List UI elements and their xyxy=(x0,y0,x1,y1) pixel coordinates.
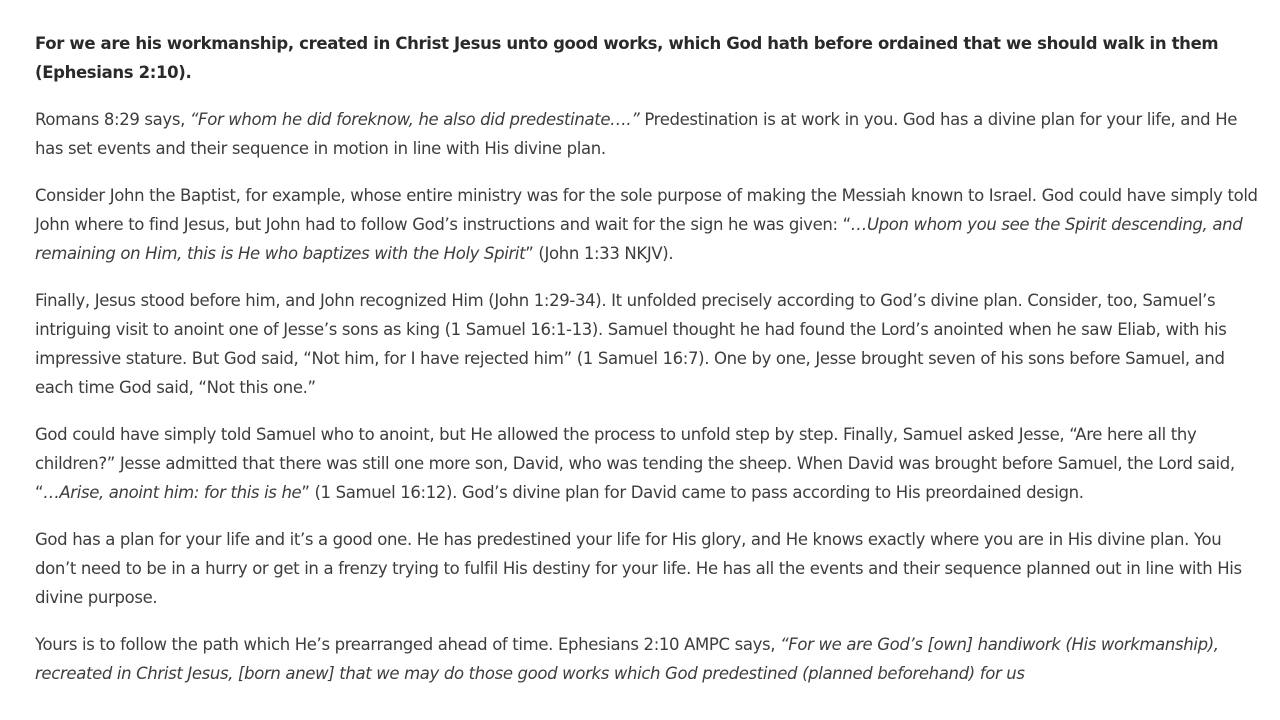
paragraph-romans-intro: Romans 8:29 says, xyxy=(35,110,190,129)
ephesians-quote: “For we are God’s [own] handiwork (His workmanship), recreated in Christ Jesus, [born anew] that we may do those good works which God predestined (planned beforehand) for us xyxy=(35,635,1219,683)
john-quote: …Upon whom you see the Spirit descending, and remaining on Him, this is He who baptizes with the Holy Spirit xyxy=(35,215,1243,263)
paragraph-samuel-david xyxy=(35,420,1260,507)
paragraph-samuel-eliab: Finally, Jesus stood before him, and John recognized Him (John 1:29-34). It unfolded precisely according to God’s divine plan. Consider, too, Samuel’s intriguing visit to anoint one of Jesse’s sons as king (1 Samuel 16:1-13). Samuel thought he had found the Lord’s anointed when he saw Eliab, with his impressive stature. But God said, “Not him, for I have rejected him” (1 Samuel 16:7). One by one, Jesse brought seven of his sons before Samuel, and each time God said, “Not this one.” xyxy=(35,291,1227,397)
paragraph-samuel-david-body: God could have simply told Samuel who to anoint, but He allowed the process to unfold step by step. Finally, Samuel asked Jesse, “Are here all thy children?” Jesse admitted that there was still one more son, David, who was tending the sheep. When David was brought before Samuel, the Lord said, “ xyxy=(35,425,1235,502)
samuel-quote: …Arise, anoint him: for this is he xyxy=(43,483,302,502)
samuel-reference: ” (1 Samuel 16:12). God’s divine plan for David came to pass according to His preordained design. xyxy=(301,483,1084,502)
paragraph-john-baptist xyxy=(35,181,1260,268)
paragraph-ephesians-intro: Yours is to follow the path which He’s prearranged ahead of time. Ephesians 2:10 AMPC says, xyxy=(35,635,781,654)
paragraph-ephesians xyxy=(35,630,1260,688)
paragraph-john-baptist-body: Consider John the Baptist, for example, whose entire ministry was for the sole purpose of making the Messiah known to Israel. God could have simply told John where to find Jesus, but John had to follow God’s instructions and wait for the sign he was given: “ xyxy=(35,186,1258,234)
paragraph-romans xyxy=(35,105,1260,163)
paragraph-plan: God has a plan for your life and it’s a good one. He has predestined your life for His glory, and He knows exactly where you are in His divine plan. You don’t need to be in a hurry or get in a frenzy trying to fulfil His destiny for your life. He has all the events and their sequence planned out in line with His divine purpose. xyxy=(35,530,1242,607)
john-reference: ” (John 1:33 NKJV). xyxy=(525,244,674,263)
lead-scripture: For we are his workmanship, created in Christ Jesus unto good works, which God hath before ordained that we should walk in them (Ephesians 2:10). xyxy=(35,34,1219,82)
romans-quote: “For whom he did foreknow, he also did predestinate….” xyxy=(189,110,640,129)
devotional-article xyxy=(35,29,1260,706)
paragraph-romans-body: Predestination is at work in you. God has a divine plan for your life, and He has set events and their sequence in motion in line with His divine plan. xyxy=(35,110,1238,158)
